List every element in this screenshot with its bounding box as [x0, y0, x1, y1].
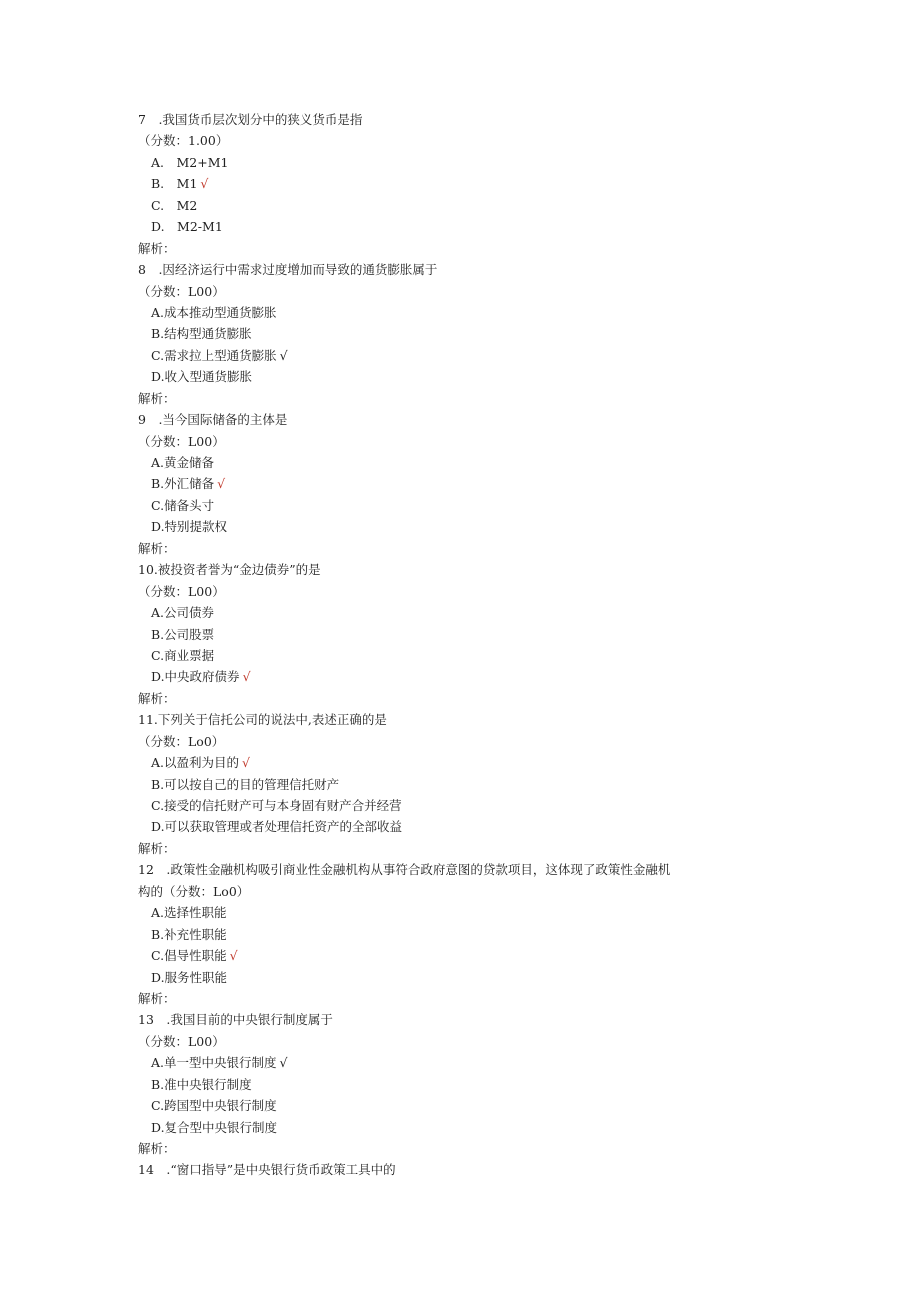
question-stem: 9 .当今国际储备的主体是 [138, 412, 288, 428]
option-a: A. M2+M1 [151, 154, 229, 170]
option-c: C.倡导性职能 √ [151, 948, 238, 964]
exam-page [138, 109, 778, 1181]
question-stem: 14 .“窗口指导”是中央银行货币政策工具中的 [138, 1162, 396, 1178]
option-d: D.收入型通货膨胀 [151, 369, 253, 385]
question-stem: 12 .政策性金融机构吸引商业性金融机构从事符合政府意图的贷款项目，这体现了政策性金融机 [138, 862, 671, 878]
option-a: A.以盈利为目的 √ [151, 755, 250, 771]
question-stem: 13 .我国目前的中央银行制度属于 [138, 1012, 333, 1028]
question-8 [138, 259, 778, 409]
option-b: B.外汇储备 √ [151, 476, 226, 492]
analysis-label: 解析： [138, 1141, 176, 1156]
analysis-label: 解析： [138, 690, 176, 706]
option-d: D.特别提款权 [151, 519, 228, 535]
question-13 [138, 1009, 778, 1159]
check-mark-icon: √ [279, 347, 288, 363]
check-mark-icon: √ [279, 1055, 288, 1071]
question-score: （分数：1.00） [138, 133, 229, 149]
question-score: （分数：L00） [138, 1033, 225, 1049]
question-stem: 10.被投资者誉为“金边债券”的是 [138, 562, 321, 578]
option-a: A.成本推动型通货膨胀 [151, 304, 277, 320]
question-stem-continued: 构的（分数：Lo0） [138, 883, 250, 899]
check-mark-icon: √ [242, 755, 250, 771]
question-score: （分数：L00） [138, 583, 225, 599]
analysis-label: 解析： [138, 840, 176, 856]
option-b: B.准中央银行制度 [151, 1076, 252, 1092]
option-d: D.中央政府债券 √ [151, 669, 251, 685]
option-a: A.黄金储备 [151, 455, 215, 470]
question-9 [138, 409, 778, 559]
option-c: C. M2 [151, 197, 198, 213]
question-11 [138, 709, 778, 859]
question-stem: 7 .我国货币层次划分中的狭义货币是指 [138, 112, 363, 127]
question-stem: 11.下列关于信托公司的说法中,表述正确的是 [138, 712, 387, 728]
option-d: D.服务性职能 [151, 969, 228, 985]
option-a: A.公司债券 [151, 605, 215, 621]
option-a: A.选择性职能 [151, 905, 227, 921]
option-d: D. M2-M1 [151, 219, 223, 235]
option-c: C.储备头寸 [151, 497, 215, 513]
option-d: D.可以获取管理或者处理信托资产的全部收益 [151, 819, 403, 835]
option-b: B.可以按自己的目的管理信托财产 [151, 776, 340, 792]
option-c: C.需求拉上型通货膨胀 √ [151, 347, 288, 363]
question-12 [138, 859, 778, 1009]
check-mark-icon: √ [200, 176, 209, 192]
option-d: D.复合型中央银行制度 [151, 1119, 278, 1135]
question-score: （分数：L00） [138, 283, 225, 299]
question-7 [138, 109, 778, 259]
analysis-label: 解析： [138, 240, 176, 256]
analysis-label: 解析： [138, 990, 176, 1006]
option-c: C.商业票据 [151, 647, 215, 663]
check-mark-icon: √ [242, 669, 251, 685]
question-score: （分数：Lo0） [138, 733, 225, 749]
analysis-label: 解析： [138, 540, 176, 556]
option-b: B.补充性职能 [151, 926, 227, 942]
question-14 [138, 1159, 778, 1180]
option-c: C.跨国型中央银行制度 [151, 1098, 277, 1114]
analysis-label: 解析： [138, 390, 176, 406]
check-mark-icon: √ [217, 476, 226, 492]
option-c: C.接受的信托财产可与本身固有财产合并经营 [151, 798, 402, 813]
option-b: B. M1 √ [151, 176, 209, 192]
option-b: B.公司股票 [151, 626, 215, 642]
question-stem: 8 .因经济运行中需求过度增加而导致的通货膨胀属于 [138, 262, 438, 278]
question-score: （分数：L00） [138, 433, 225, 449]
question-10 [138, 559, 778, 709]
option-a: A.单一型中央银行制度 √ [151, 1055, 288, 1071]
check-mark-icon: √ [229, 948, 238, 964]
option-b: B.结构型通货膨胀 [151, 326, 252, 342]
